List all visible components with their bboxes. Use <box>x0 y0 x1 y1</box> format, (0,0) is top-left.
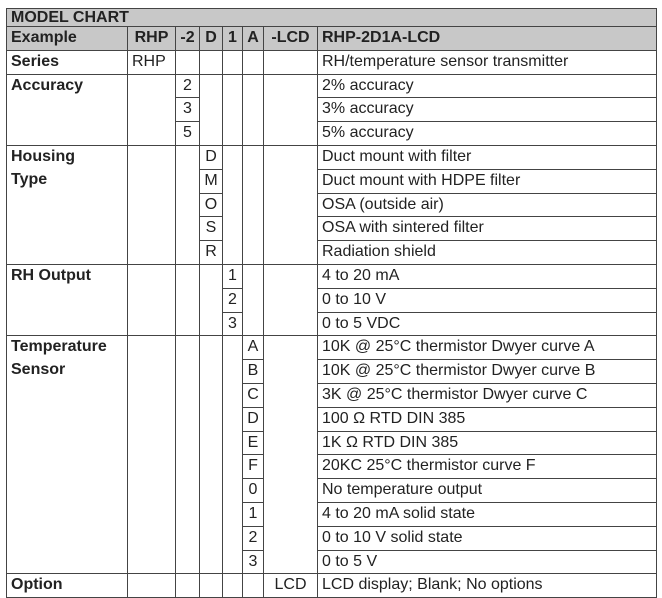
temperature-desc: 10K @ 25°C thermistor Dwyer curve A <box>318 336 657 360</box>
accuracy-desc: 5% accuracy <box>318 122 657 146</box>
rh-output-code: 2 <box>223 288 243 312</box>
rh-output-desc: 4 to 20 mA <box>318 264 657 288</box>
rh-output-code: 3 <box>223 312 243 336</box>
series-row <box>7 50 657 74</box>
temperature-code: A <box>243 336 264 360</box>
rh-output-code: 1 <box>223 264 243 288</box>
temperature-code: B <box>243 360 264 384</box>
chart-title: MODEL CHART <box>7 9 657 27</box>
temperature-desc: 0 to 10 V solid state <box>318 526 657 550</box>
accuracy-label: Accuracy <box>7 74 128 145</box>
housing-desc: Duct mount with filter <box>318 145 657 169</box>
housing-label-line1: Housing <box>11 147 75 165</box>
temperature-desc: 100 Ω RTD DIN 385 <box>318 407 657 431</box>
rh-output-desc: 0 to 5 VDC <box>318 312 657 336</box>
option-row <box>7 574 657 598</box>
header-code-housing: D <box>200 27 223 51</box>
temperature-label-line1: Temperature <box>11 338 107 356</box>
table-row <box>7 336 657 360</box>
model-chart-table <box>6 8 657 598</box>
housing-desc: OSA with sintered filter <box>318 217 657 241</box>
accuracy-desc: 3% accuracy <box>318 98 657 122</box>
temperature-code: 1 <box>243 502 264 526</box>
temperature-desc: 3K @ 25°C thermistor Dwyer curve C <box>318 383 657 407</box>
housing-label-line2: Type <box>11 170 48 188</box>
header-code-rh-output: 1 <box>223 27 243 51</box>
temperature-desc: 4 to 20 mA solid state <box>318 502 657 526</box>
header-code-temperature: A <box>243 27 264 51</box>
temperature-label <box>7 336 128 574</box>
temperature-desc: 0 to 5 V <box>318 550 657 574</box>
housing-code: D <box>200 145 223 169</box>
option-code: LCD <box>264 574 318 598</box>
housing-desc: Radiation shield <box>318 241 657 265</box>
table-row <box>7 74 657 98</box>
accuracy-desc: 2% accuracy <box>318 74 657 98</box>
option-label: Option <box>7 574 128 598</box>
temperature-desc: 20KC 25°C thermistor curve F <box>318 455 657 479</box>
example-row <box>7 27 657 51</box>
housing-code: O <box>200 193 223 217</box>
temperature-code: 2 <box>243 526 264 550</box>
model-chart <box>6 8 656 598</box>
temperature-code: D <box>243 407 264 431</box>
temperature-desc: 1K Ω RTD DIN 385 <box>318 431 657 455</box>
temperature-label-line2: Sensor <box>11 361 66 379</box>
series-label: Series <box>7 50 128 74</box>
accuracy-code: 2 <box>176 74 200 98</box>
header-code-accuracy: -2 <box>176 27 200 51</box>
housing-code: M <box>200 169 223 193</box>
temperature-code: E <box>243 431 264 455</box>
accuracy-code: 5 <box>176 122 200 146</box>
option-description: LCD display; Blank; No options <box>318 574 657 598</box>
title-row <box>7 9 657 27</box>
temperature-desc: No temperature output <box>318 479 657 503</box>
temperature-desc: 10K @ 25°C thermistor Dwyer curve B <box>318 360 657 384</box>
rh-output-label: RH Output <box>7 264 128 335</box>
series-code: RHP <box>128 50 176 74</box>
temperature-code: F <box>243 455 264 479</box>
example-label: Example <box>7 27 128 51</box>
header-code-option: -LCD <box>264 27 318 51</box>
temperature-code: 3 <box>243 550 264 574</box>
header-code-series: RHP <box>128 27 176 51</box>
housing-desc: OSA (outside air) <box>318 193 657 217</box>
rh-output-desc: 0 to 10 V <box>318 288 657 312</box>
housing-desc: Duct mount with HDPE filter <box>318 169 657 193</box>
temperature-code: 0 <box>243 479 264 503</box>
table-row <box>7 145 657 169</box>
housing-label <box>7 145 128 264</box>
temperature-code: C <box>243 383 264 407</box>
housing-code: S <box>200 217 223 241</box>
table-row <box>7 264 657 288</box>
example-model: RHP-2D1A-LCD <box>318 27 657 51</box>
housing-code: R <box>200 241 223 265</box>
accuracy-code: 3 <box>176 98 200 122</box>
series-description: RH/temperature sensor transmitter <box>318 50 657 74</box>
